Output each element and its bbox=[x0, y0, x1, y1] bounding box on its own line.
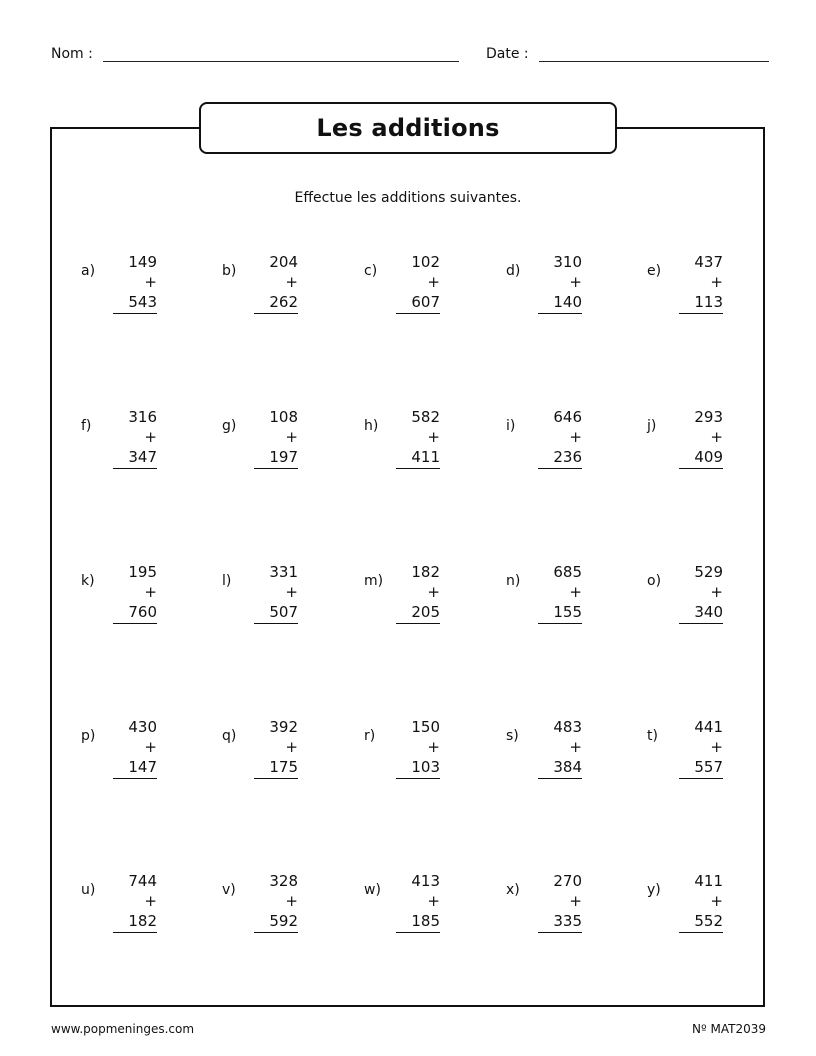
top-number: 441 bbox=[694, 718, 723, 736]
addition-problem bbox=[222, 562, 322, 622]
problem-letter: e) bbox=[647, 263, 662, 279]
top-number: 437 bbox=[694, 253, 723, 271]
footer-website: www.popmeninges.com bbox=[51, 1022, 195, 1036]
problem-letter: q) bbox=[222, 728, 237, 744]
addition-problem bbox=[506, 717, 606, 777]
problem-letter: p) bbox=[81, 728, 96, 744]
instructions: Effectue les additions suivantes. bbox=[294, 190, 522, 206]
bottom-number: + 197 bbox=[254, 427, 298, 469]
problem-letter: v) bbox=[222, 882, 236, 898]
addition-problem bbox=[364, 871, 464, 931]
problem-numbers bbox=[113, 871, 157, 933]
problem-numbers bbox=[113, 252, 157, 314]
bottom-number: + 760 bbox=[113, 582, 157, 624]
top-number: 483 bbox=[553, 718, 582, 736]
problem-letter: u) bbox=[81, 882, 96, 898]
addition-problem bbox=[222, 407, 322, 467]
problem-numbers bbox=[679, 871, 723, 933]
problem-numbers bbox=[679, 562, 723, 624]
top-number: 744 bbox=[128, 872, 157, 890]
addition-problem bbox=[506, 407, 606, 467]
problem-letter: l) bbox=[222, 573, 232, 589]
bottom-number: + 347 bbox=[113, 427, 157, 469]
date-label: Date : bbox=[486, 46, 529, 62]
addition-problem bbox=[81, 407, 181, 467]
problem-letter: n) bbox=[506, 573, 521, 589]
bottom-number: + 557 bbox=[679, 737, 723, 779]
addition-problem bbox=[81, 871, 181, 931]
top-number: 293 bbox=[694, 408, 723, 426]
top-number: 582 bbox=[411, 408, 440, 426]
problem-numbers bbox=[254, 871, 298, 933]
bottom-number: + 205 bbox=[396, 582, 440, 624]
addition-problem bbox=[81, 562, 181, 622]
addition-problem bbox=[81, 717, 181, 777]
bottom-number: + 607 bbox=[396, 272, 440, 314]
problem-numbers bbox=[254, 252, 298, 314]
top-number: 316 bbox=[128, 408, 157, 426]
problem-numbers bbox=[113, 407, 157, 469]
problem-numbers bbox=[396, 717, 440, 779]
problem-numbers bbox=[679, 717, 723, 779]
top-number: 182 bbox=[411, 563, 440, 581]
bottom-number: + 155 bbox=[538, 582, 582, 624]
bottom-number: + 340 bbox=[679, 582, 723, 624]
bottom-number: + 409 bbox=[679, 427, 723, 469]
addition-problem bbox=[364, 717, 464, 777]
top-number: 529 bbox=[694, 563, 723, 581]
bottom-number: + 262 bbox=[254, 272, 298, 314]
problem-numbers bbox=[396, 562, 440, 624]
problem-letter: m) bbox=[364, 573, 384, 589]
top-number: 685 bbox=[553, 563, 582, 581]
top-number: 392 bbox=[269, 718, 298, 736]
problem-letter: i) bbox=[506, 418, 516, 434]
problem-numbers bbox=[113, 562, 157, 624]
addition-problem bbox=[647, 717, 747, 777]
top-number: 150 bbox=[411, 718, 440, 736]
top-number: 328 bbox=[269, 872, 298, 890]
name-label: Nom : bbox=[51, 46, 93, 62]
problem-numbers bbox=[538, 252, 582, 314]
problem-numbers bbox=[538, 717, 582, 779]
bottom-number: + 185 bbox=[396, 891, 440, 933]
problem-letter: o) bbox=[647, 573, 662, 589]
top-number: 413 bbox=[411, 872, 440, 890]
problem-letter: a) bbox=[81, 263, 96, 279]
page-title: Les additions bbox=[316, 114, 500, 142]
top-number: 310 bbox=[553, 253, 582, 271]
bottom-number: + 592 bbox=[254, 891, 298, 933]
addition-problem bbox=[647, 252, 747, 312]
problem-letter: k) bbox=[81, 573, 95, 589]
problem-numbers bbox=[254, 562, 298, 624]
top-number: 195 bbox=[128, 563, 157, 581]
problem-letter: b) bbox=[222, 263, 237, 279]
addition-problem bbox=[81, 252, 181, 312]
bottom-number: + 182 bbox=[113, 891, 157, 933]
bottom-number: + 140 bbox=[538, 272, 582, 314]
addition-problem bbox=[647, 407, 747, 467]
bottom-number: + 236 bbox=[538, 427, 582, 469]
addition-problem bbox=[506, 252, 606, 312]
problem-letter: t) bbox=[647, 728, 658, 744]
problem-numbers bbox=[254, 407, 298, 469]
name-field[interactable] bbox=[51, 45, 459, 62]
problem-numbers bbox=[396, 407, 440, 469]
problem-numbers bbox=[679, 252, 723, 314]
problem-letter: g) bbox=[222, 418, 237, 434]
bottom-number: + 175 bbox=[254, 737, 298, 779]
footer-code: Nº MAT2039 bbox=[692, 1022, 766, 1036]
problem-numbers bbox=[396, 871, 440, 933]
top-number: 411 bbox=[694, 872, 723, 890]
bottom-number: + 103 bbox=[396, 737, 440, 779]
problem-letter: w) bbox=[364, 882, 381, 898]
date-field[interactable] bbox=[486, 45, 769, 62]
top-number: 204 bbox=[269, 253, 298, 271]
problem-numbers bbox=[538, 562, 582, 624]
addition-problem bbox=[647, 562, 747, 622]
addition-problem bbox=[506, 562, 606, 622]
top-number: 646 bbox=[553, 408, 582, 426]
bottom-number: + 543 bbox=[113, 272, 157, 314]
problem-letter: c) bbox=[364, 263, 378, 279]
addition-problem bbox=[647, 871, 747, 931]
top-number: 270 bbox=[553, 872, 582, 890]
bottom-number: + 507 bbox=[254, 582, 298, 624]
addition-problem bbox=[506, 871, 606, 931]
problem-letter: f) bbox=[81, 418, 92, 434]
top-number: 102 bbox=[411, 253, 440, 271]
problem-numbers bbox=[538, 871, 582, 933]
problem-numbers bbox=[254, 717, 298, 779]
bottom-number: + 147 bbox=[113, 737, 157, 779]
problem-letter: j) bbox=[647, 418, 657, 434]
problem-numbers bbox=[396, 252, 440, 314]
problem-letter: x) bbox=[506, 882, 520, 898]
problem-letter: s) bbox=[506, 728, 519, 744]
top-number: 331 bbox=[269, 563, 298, 581]
addition-problem bbox=[222, 717, 322, 777]
bottom-number: + 552 bbox=[679, 891, 723, 933]
addition-problem bbox=[222, 252, 322, 312]
bottom-number: + 384 bbox=[538, 737, 582, 779]
problem-letter: d) bbox=[506, 263, 521, 279]
problem-numbers bbox=[679, 407, 723, 469]
problem-letter: y) bbox=[647, 882, 661, 898]
addition-problem bbox=[364, 252, 464, 312]
top-number: 108 bbox=[269, 408, 298, 426]
problem-letter: r) bbox=[364, 728, 376, 744]
problem-letter: h) bbox=[364, 418, 379, 434]
bottom-number: + 113 bbox=[679, 272, 723, 314]
problem-numbers bbox=[538, 407, 582, 469]
top-number: 149 bbox=[128, 253, 157, 271]
bottom-number: + 335 bbox=[538, 891, 582, 933]
addition-problem bbox=[222, 871, 322, 931]
title-box bbox=[199, 102, 617, 154]
name-line[interactable] bbox=[103, 45, 459, 62]
top-number: 430 bbox=[128, 718, 157, 736]
bottom-number: + 411 bbox=[396, 427, 440, 469]
date-line[interactable] bbox=[539, 45, 769, 62]
addition-problem bbox=[364, 407, 464, 467]
problem-numbers bbox=[113, 717, 157, 779]
addition-problem bbox=[364, 562, 464, 622]
